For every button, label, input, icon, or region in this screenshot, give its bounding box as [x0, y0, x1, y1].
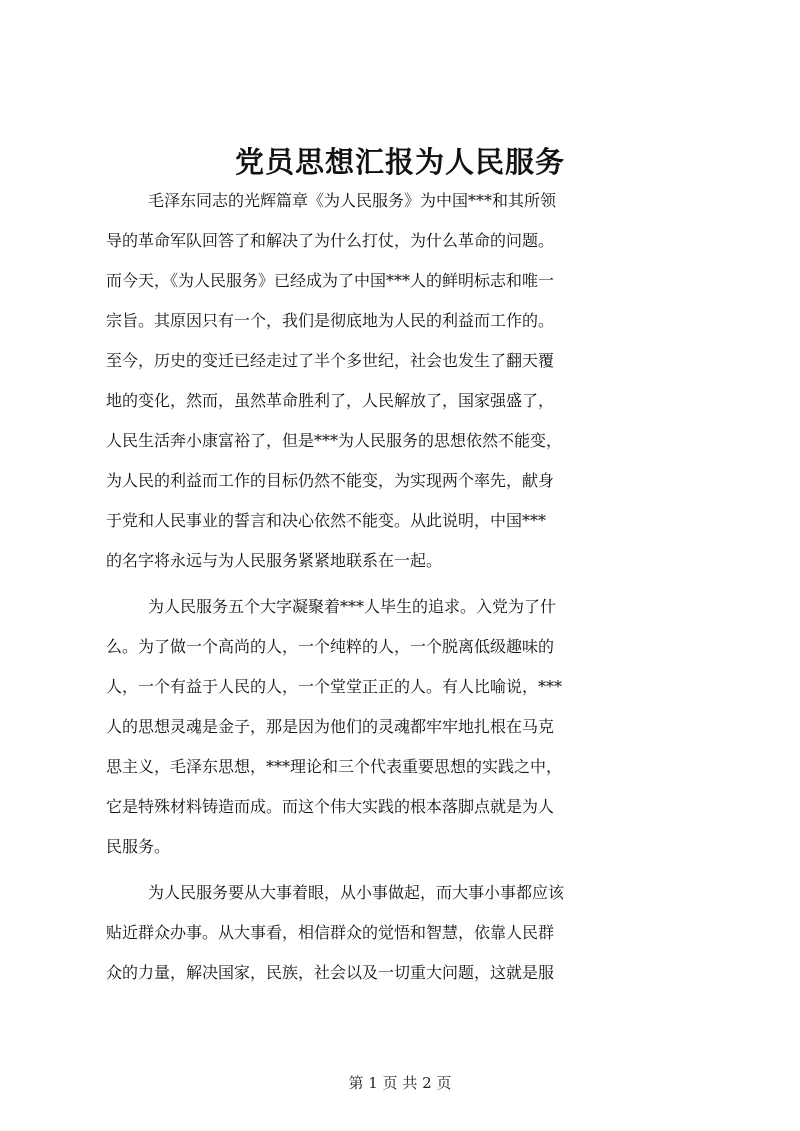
text-line: 而今天，《为人民服务》已经成为了中国***人的鲜明标志和唯一: [106, 271, 555, 290]
text-line: 于党和人民事业的誓言和决心依然不能变。从此说明，中国***: [106, 511, 547, 530]
text-line: 民服务。: [106, 837, 171, 856]
text-line: 导的革命军队回答了和解决了为什么打仗，为什么革命的问题。: [106, 231, 555, 250]
text-line: 人，一个有益于人民的人，一个堂堂正正的人。有人比喻说，***: [106, 677, 563, 696]
text-line: 众的力量，解决国家，民族，社会以及一切重大问题，这就是服: [106, 963, 555, 982]
text-line: 宗旨。其原因只有一个，我们是彻底地为人民的利益而工作的。: [106, 311, 555, 330]
text-line: 它是特殊材料铸造而成。而这个伟大实践的根本落脚点就是为人: [106, 797, 555, 816]
text-line: 为人民服务要从大事着眼，从小事做起，而大事小事都应该: [148, 883, 565, 902]
text-line: 为人民服务五个大字凝聚着***人毕生的追求。入党为了什: [148, 597, 557, 616]
text-line: 贴近群众办事。从大事看，相信群众的觉悟和智慧，依靠人民群: [106, 923, 555, 942]
text-line: 的名字将永远与为人民服务紧紧地联系在一起。: [106, 551, 443, 570]
text-line: 人的思想灵魂是金子，那是因为他们的灵魂都牢牢地扎根在马克: [106, 717, 555, 736]
text-line: 毛泽东同志的光辉篇章《为人民服务》为中国***和其所领: [148, 191, 557, 210]
text-line: 至今，历史的变迁已经走过了半个多世纪，社会也发生了翻天覆: [106, 351, 555, 370]
text-line: 思主义，毛泽东思想，***理论和三个代表重要思想的实践之中，: [106, 757, 563, 776]
paragraph-2: [106, 594, 706, 874]
paragraph-3: [106, 880, 706, 1000]
paragraph-1: [106, 188, 706, 588]
document-body: [106, 188, 706, 1000]
text-line: 人民生活奔小康富裕了，但是***为人民服务的思想依然不能变，: [106, 431, 563, 450]
text-line: 为人民的利益而工作的目标仍然不能变，为实现两个率先，献身: [106, 471, 555, 490]
page-number-footer: 第 1 页 共 2 页: [348, 1074, 452, 1092]
document-title: 党员思想汇报为人民服务: [234, 145, 565, 179]
text-line: 么。为了做一个高尚的人，一个纯粹的人，一个脱离低级趣味的: [106, 637, 555, 656]
text-line: 地的变化，然而，虽然革命胜利了，人民解放了，国家强盛了，: [106, 391, 555, 410]
